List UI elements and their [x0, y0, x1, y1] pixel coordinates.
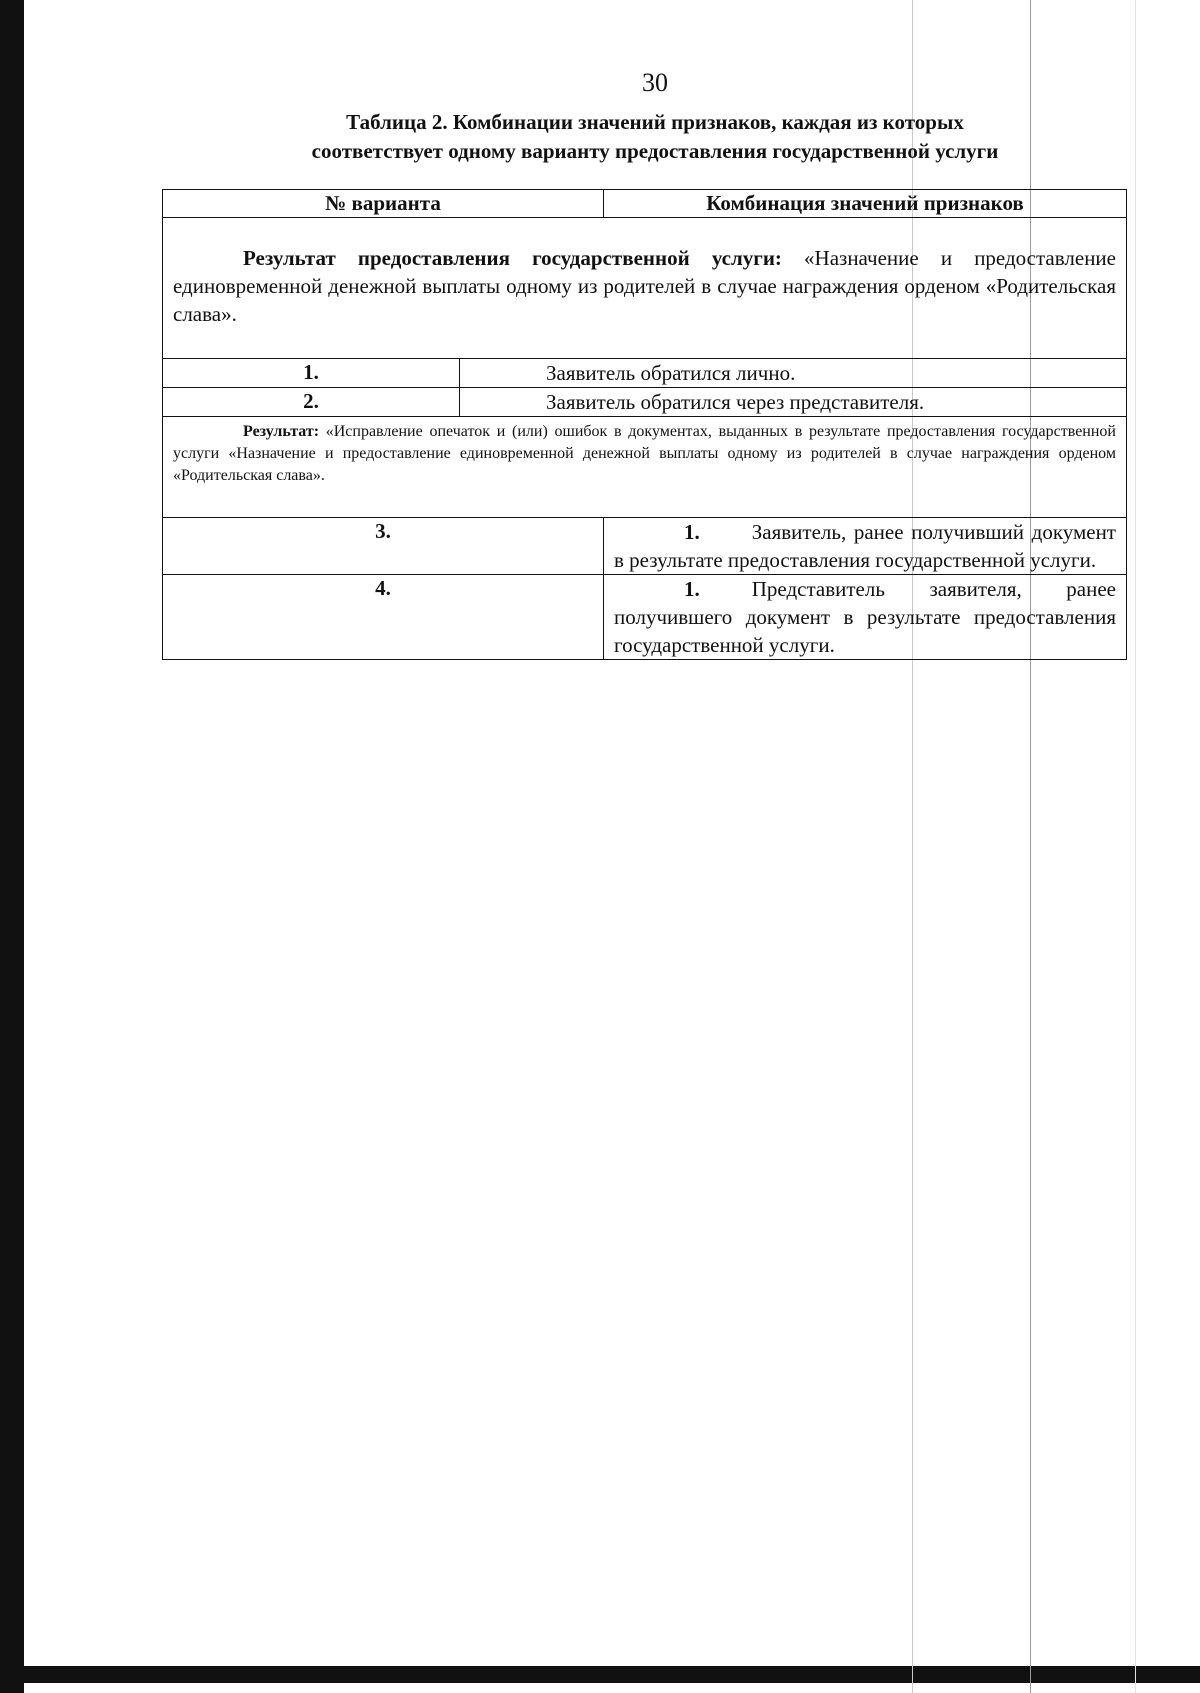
- table-title: [240, 108, 1070, 166]
- variant-number: 1.: [163, 359, 460, 388]
- section-result-body: «Назначение и предоставление единовременной денежной выплаты одному из родителей в случае награждения орденом «Родительская слава».: [173, 246, 1116, 326]
- table-title-line: Таблица 2. Комбинации значений признаков, каждая из которых: [346, 110, 964, 134]
- section-result-text: [163, 417, 1127, 518]
- page-number: 30: [642, 68, 668, 97]
- section-result-body: «Исправление опечаток и (или) ошибок в документах, выданных в результате предоставления государственной услуги «Назначение и предоставление единовременной денежной выплаты одному из родителей в случае награждения орденом «Родительская слава».: [173, 423, 1116, 484]
- combination-item-number: 1.: [684, 520, 700, 544]
- table-title-line: соответствует одному варианту предоставления государственной услуги: [311, 139, 999, 163]
- variant-number: 3.: [163, 518, 604, 575]
- scan-left-border: [0, 0, 24, 1693]
- table-row: [163, 518, 1127, 575]
- section-result-lead: Результат:: [243, 423, 320, 440]
- variant-number: 4.: [163, 575, 604, 660]
- variant-combination: [604, 575, 1127, 660]
- header-combination: Комбинация значений признаков: [604, 190, 1127, 218]
- variant-combination: [604, 518, 1127, 575]
- variants-table: [162, 189, 1127, 660]
- variant-combination: Заявитель обратился через представителя.: [460, 388, 1127, 417]
- combination-item-text: Заявитель, ранее получивший документ в результате предоставления государственной услуги.: [614, 520, 1116, 572]
- section-result-text: [163, 218, 1127, 359]
- table-header-row: [163, 190, 1127, 218]
- table-row: [163, 388, 1127, 417]
- scan-bottom-border: [0, 1666, 1200, 1683]
- section-result-row: [163, 417, 1127, 518]
- variant-number: 2.: [163, 388, 460, 417]
- scan-artifact-line: [1135, 0, 1136, 1693]
- combination-item-number: 1.: [684, 577, 700, 601]
- combination-item-text: Представитель заявителя, ранее получившего документ в результате предоставления государственной услуги.: [614, 577, 1116, 657]
- section-result-row: [163, 218, 1127, 359]
- table-row: [163, 575, 1127, 660]
- section-result-lead: Результат предоставления государственной услуги:: [243, 246, 782, 270]
- table-row: [163, 359, 1127, 388]
- header-variant-number: № варианта: [163, 190, 604, 218]
- variant-combination: Заявитель обратился лично.: [460, 359, 1127, 388]
